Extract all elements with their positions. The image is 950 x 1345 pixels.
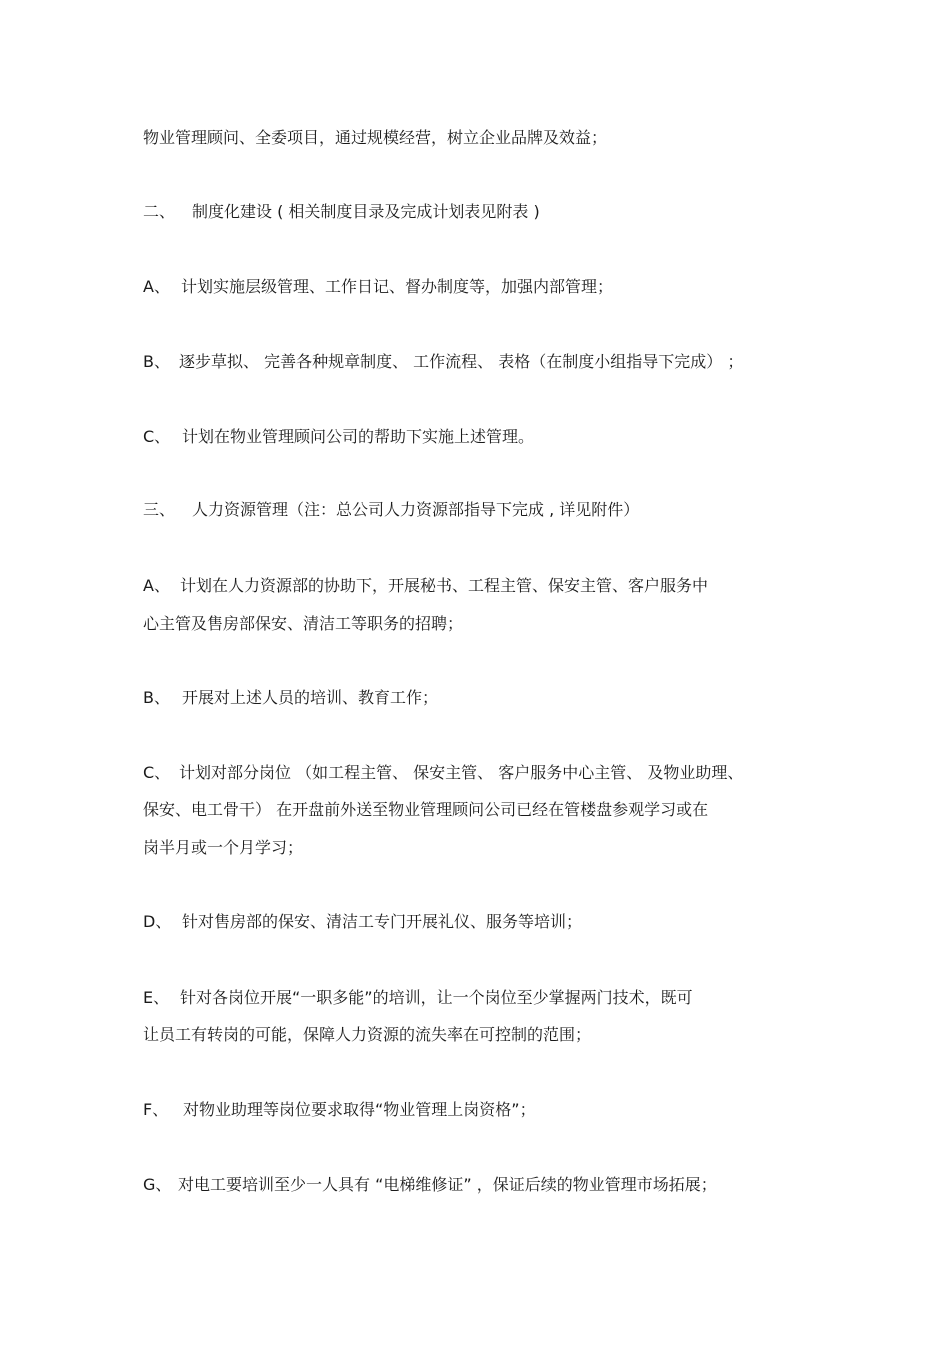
list-item-e <box>143 988 693 1008</box>
list-item-text: 计划实施层级管理、工作日记、督办制度等，加强内部管理； <box>181 277 614 296</box>
section-number: 二、 <box>143 202 176 221</box>
list-item-text: 让员工有转岗的可能，保障人力资源的流失率在可控制的范围； <box>143 1025 592 1044</box>
list-item-text: 对物业助理等岗位要求取得“物业管理上岗资格”； <box>183 1100 536 1119</box>
list-item-text: 计划对部分岗位 （如工程主管、 保安主管、 客户服务中心主管、 及物业助理、 <box>179 763 744 782</box>
list-item-a <box>143 576 708 596</box>
list-item-label: C、 <box>143 427 171 446</box>
list-item-text: 开展对上述人员的培训、教育工作； <box>182 688 439 707</box>
list-item-label: A、 <box>143 576 170 595</box>
list-item-text: 计划在物业管理顾问公司的帮助下实施上述管理。 <box>182 427 535 446</box>
list-item-label: B、 <box>143 688 170 707</box>
list-item-c <box>143 763 743 783</box>
list-item-text: 逐步草拟、 完善各种规章制度、 工作流程、 表格（在制度小组指导下完成） ； <box>179 352 744 371</box>
list-item-b <box>143 352 743 372</box>
list-item-text: 岗半月或一个月学习； <box>143 838 304 857</box>
list-item-a <box>143 277 613 297</box>
list-item-text: 对电工要培训至少一人具有 “电梯维修证” ，保证后续的物业管理市场拓展； <box>178 1175 717 1194</box>
list-item-continuation <box>143 838 303 858</box>
list-item-label: F、 <box>143 1100 169 1119</box>
list-item-label: E、 <box>143 988 170 1007</box>
list-item-b <box>143 688 438 708</box>
paragraph-text: 物业管理顾问、全委项目，通过规模经营，树立企业品牌及效益； <box>143 128 608 147</box>
list-item-text: 针对售房部的保安、清洁工专门开展礼仪、服务等培训； <box>182 912 583 931</box>
list-item-text: 心主管及售房部保安、清洁工等职务的招聘； <box>143 614 464 633</box>
list-item-continuation <box>143 614 463 634</box>
list-item-continuation <box>143 800 708 820</box>
list-item-label: G、 <box>143 1175 172 1194</box>
list-item-d <box>143 912 582 932</box>
section-title: 制度化建设 ( 相关制度目录及完成计划表见附表 ) <box>192 202 540 221</box>
list-item-label: C、 <box>143 763 171 782</box>
list-item-label: A、 <box>143 277 170 296</box>
list-item-text: 计划在人力资源部的协助下，开展秘书、工程主管、保安主管、客户服务中 <box>180 576 709 595</box>
list-item-continuation <box>143 1025 591 1045</box>
list-item-text: 保安、电工骨干） 在开盘前外送至物业管理顾问公司已经在管楼盘参观学习或在 <box>143 800 709 819</box>
section-heading-3 <box>143 500 639 520</box>
section-heading-2 <box>143 202 540 222</box>
list-item-label: D、 <box>143 912 172 931</box>
list-item-c <box>143 427 534 447</box>
section-title: 人力资源管理（注：总公司人力资源部指导下完成 , 详见附件） <box>192 500 640 519</box>
paragraph-continuation <box>143 128 607 148</box>
section-number: 三、 <box>143 500 176 519</box>
list-item-g <box>143 1175 717 1195</box>
list-item-label: B、 <box>143 352 170 371</box>
list-item-f <box>143 1100 536 1120</box>
list-item-text: 针对各岗位开展“一职多能”的培训，让一个岗位至少掌握两门技术，既可 <box>180 988 693 1007</box>
